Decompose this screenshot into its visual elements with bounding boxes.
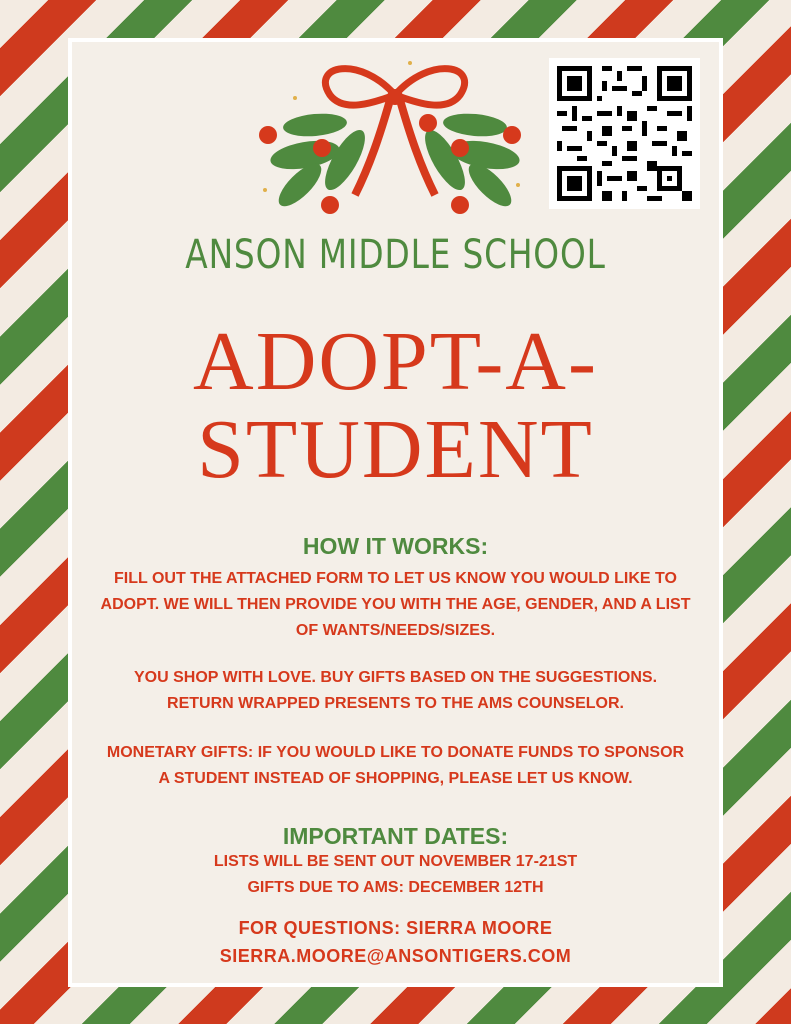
important-dates-heading: IMPORTANT DATES: xyxy=(282,823,509,849)
how-it-works-paragraph-1: FILL OUT THE ATTACHED FORM TO LET US KNOW YOU WOULD LIKE TO ADOPT. WE WILL THEN PROVIDE YOU WITH THE AGE, GENDER, AND A LIST OF WANTS/NEEDS/SIZES. xyxy=(100,570,691,639)
how-it-works-heading: HOW IT WORKS: xyxy=(302,533,489,559)
qr-code xyxy=(549,58,700,209)
how-it-works-paragraph-3: MONETARY GIFTS: IF YOU WOULD LIKE TO DONATE FUNDS TO SPONSOR A STUDENT INSTEAD OF SHOPPING, PLEASE LET US KNOW. xyxy=(106,744,685,787)
important-date-1: LISTS WILL BE SENT OUT NOVEMBER 17-21ST xyxy=(213,853,578,870)
important-date-2: GIFTS DUE TO AMS: DECEMBER 12TH xyxy=(247,879,544,896)
mistletoe-bow-icon xyxy=(250,55,540,225)
contact-email: SIERRA.MOORE@ANSONTIGERS.COM xyxy=(219,946,572,966)
contact-name: FOR QUESTIONS: SIERRA MOORE xyxy=(238,918,553,938)
how-it-works-paragraph-2: YOU SHOP WITH LOVE. BUY GIFTS BASED ON THE SUGGESTIONS. RETURN WRAPPED PRESENTS TO THE AMS COUNSELOR. xyxy=(133,669,658,712)
title-line-2: STUDENT xyxy=(197,403,594,496)
title-line-1: ADOPT-A- xyxy=(193,315,598,408)
school-name: ANSON MIDDLE SCHOOL xyxy=(185,232,606,278)
page-title xyxy=(68,315,723,496)
qr-code-icon xyxy=(557,66,692,201)
